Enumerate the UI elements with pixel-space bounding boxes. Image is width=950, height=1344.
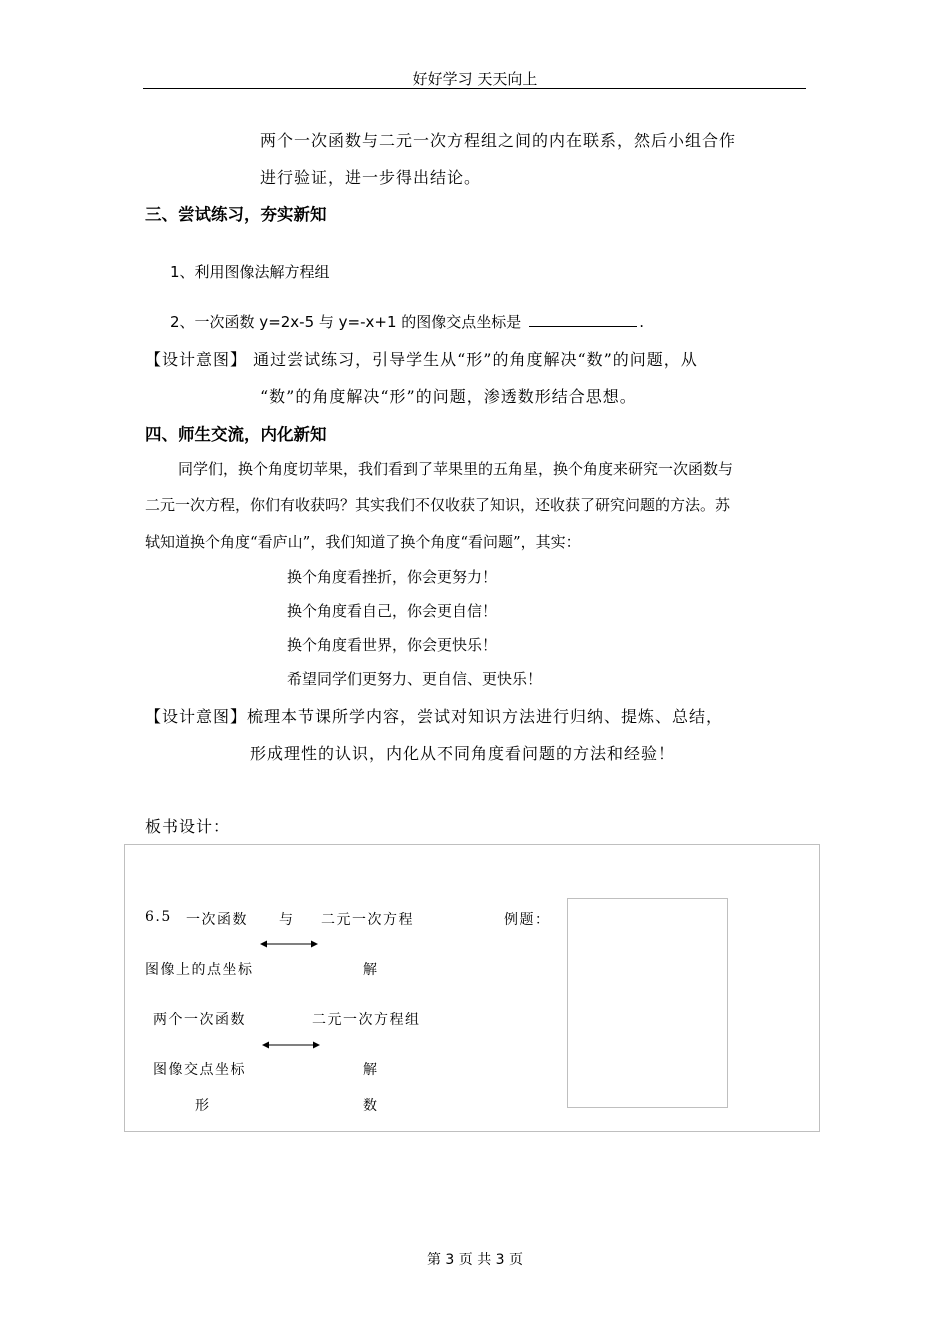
section3-item2-suffix: .	[639, 313, 645, 331]
board-row1-and: 与	[279, 912, 295, 928]
board-example-label: 例题：	[504, 912, 551, 928]
section4-para-line1: 同学们，换个角度切苹果，我们看到了苹果里的五角星，换个角度来研究一次函数与	[178, 460, 734, 478]
page-footer: 第 3 页 共 3 页	[426, 1252, 524, 1268]
board-row2-b: 解	[363, 962, 379, 978]
double-arrow-icon	[262, 1039, 320, 1051]
section3-item2-text: 2、一次函数 y=2x-5 与 y=-x+1 的图像交点坐标是	[170, 313, 522, 331]
board-row5-a: 形	[195, 1098, 211, 1114]
section3-intent-line1: 【设计意图】 通过尝试练习，引导学生从“形”的角度解决“数”的问题，从	[145, 350, 698, 369]
page-header: 好好学习 天天向上	[412, 70, 538, 88]
section3-item2	[170, 311, 644, 332]
board-row1-num: 6.5	[145, 909, 172, 925]
board-label: 板书设计：	[145, 817, 231, 836]
board-row1-b: 二元一次方程	[321, 912, 414, 928]
board-row4-b: 解	[363, 1062, 379, 1078]
board-row5-b: 数	[363, 1098, 379, 1114]
section4-heading: 四、师生交流，内化新知	[145, 425, 327, 444]
section3-item1: 1、利用图像法解方程组	[170, 263, 330, 281]
section2-line2: 进行验证，进一步得出结论。	[260, 168, 482, 187]
section4-line-4: 希望同学们更努力、更自信、更快乐！	[287, 670, 543, 688]
board-row4-a: 图像交点坐标	[153, 1062, 246, 1078]
board-row2-a: 图像上的点坐标	[145, 962, 254, 978]
header-divider	[143, 88, 806, 89]
section2-line1: 两个一次函数与二元一次方程组之间的内在联系，然后小组合作	[260, 131, 737, 150]
section4-para-line3: 轼知道换个角度“看庐山”，我们知道了换个角度“看问题”，其实：	[145, 533, 581, 551]
section4-line-3: 换个角度看世界，你会更快乐！	[287, 636, 498, 654]
section4-line-1: 换个角度看挫折，你会更努力！	[287, 568, 498, 586]
section4-line-2: 换个角度看自己，你会更自信！	[287, 602, 498, 620]
section3-heading: 三、尝试练习，夯实新知	[145, 205, 327, 224]
section4-intent-line2: 形成理性的认识，内化从不同角度看问题的方法和经验！	[250, 744, 676, 763]
section4-intent-line1: 【设计意图】梳理本节课所学内容，尝试对知识方法进行归纳、提炼、总结，	[145, 707, 724, 726]
board-row1-a: 一次函数	[186, 912, 248, 928]
section4-para-line2: 二元一次方程，你们有收获吗？其实我们不仅收获了知识，还收获了研究问题的方法。苏	[145, 496, 731, 514]
example-box	[567, 898, 728, 1108]
board-row3-a: 两个一次函数	[153, 1012, 246, 1028]
board-row3-b: 二元一次方程组	[312, 1012, 421, 1028]
double-arrow-icon	[260, 938, 318, 950]
section3-intent-line2: “数”的角度解决“形”的问题，渗透数形结合思想。	[260, 387, 637, 406]
answer-blank	[529, 312, 637, 327]
